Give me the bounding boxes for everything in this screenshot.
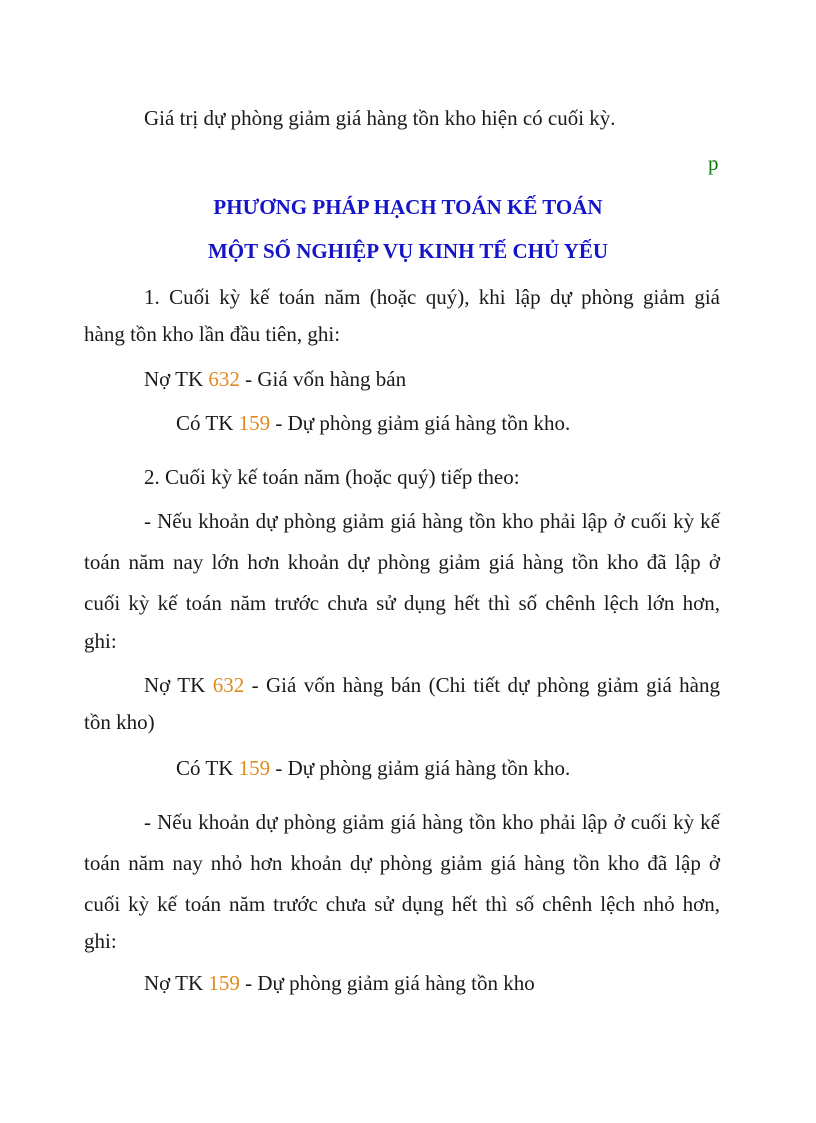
account-number: 632	[212, 673, 245, 697]
case-a-line-1: - Nếu khoản dự phòng giảm giá hàng tồn kho phải lập ở cuối kỳ kế	[144, 509, 720, 533]
page-marker: p	[708, 151, 719, 175]
account-number: 159	[238, 411, 271, 435]
section1-debit-entry	[144, 367, 406, 391]
credit-prefix: Có TK	[176, 756, 239, 780]
section1-para-line-2: hàng tồn kho lần đầu tiên, ghi:	[84, 322, 341, 346]
account-number: 159	[208, 971, 240, 995]
case-a-line-3: cuối kỳ kế toán năm trước chưa sử dụng hết thì số chênh lệch lớn hơn,	[84, 591, 720, 615]
heading-line-1: PHƯƠNG PHÁP HẠCH TOÁN KẾ TOÁN	[213, 195, 603, 219]
case-a-line-4: ghi:	[84, 629, 117, 653]
section2-title: 2. Cuối kỳ kế toán năm (hoặc quý) tiếp theo:	[144, 465, 520, 489]
case-b-line-3: cuối kỳ kế toán năm trước chưa sử dụng hết thì số chênh lệch nhỏ hơn,	[84, 892, 720, 916]
section1-credit-entry	[176, 411, 570, 435]
account-number: 632	[208, 367, 240, 391]
debit-description: - Giá vốn hàng bán (Chi tiết dự phòng giảm giá hàng	[244, 673, 720, 697]
heading-line-2: MỘT SỐ NGHIỆP VỤ KINH TẾ CHỦ YẾU	[207, 239, 609, 263]
case-a-debit-wrap: tồn kho)	[84, 710, 155, 734]
credit-description: - Dự phòng giảm giá hàng tồn kho.	[270, 756, 571, 780]
debit-prefix: Nợ TK	[144, 971, 209, 995]
case-a-debit-entry	[144, 673, 720, 697]
case-b-line-4: ghi:	[84, 929, 117, 953]
case-b-line-1: - Nếu khoản dự phòng giảm giá hàng tồn kho phải lập ở cuối kỳ kế	[144, 810, 720, 834]
debit-description: - Dự phòng giảm giá hàng tồn kho	[239, 971, 535, 995]
case-a-line-2: toán năm nay lớn hơn khoản dự phòng giảm giá hàng tồn kho đã lập ở	[84, 550, 720, 574]
section1-para-line-1: 1. Cuối kỳ kế toán năm (hoặc quý), khi lập dự phòng giảm giá	[144, 285, 720, 309]
intro-line: Giá trị dự phòng giảm giá hàng tồn kho hiện có cuối kỳ.	[144, 106, 616, 130]
debit-description: - Giá vốn hàng bán	[239, 367, 407, 391]
debit-prefix: Nợ TK	[144, 673, 213, 697]
credit-description: - Dự phòng giảm giá hàng tồn kho.	[270, 411, 571, 435]
case-b-debit-entry	[144, 971, 535, 995]
account-number: 159	[238, 756, 271, 780]
case-b-line-2: toán năm nay nhỏ hơn khoản dự phòng giảm giá hàng tồn kho đã lập ở	[84, 851, 720, 875]
debit-prefix: Nợ TK	[144, 367, 209, 391]
case-a-credit-entry	[176, 756, 570, 780]
credit-prefix: Có TK	[176, 411, 239, 435]
